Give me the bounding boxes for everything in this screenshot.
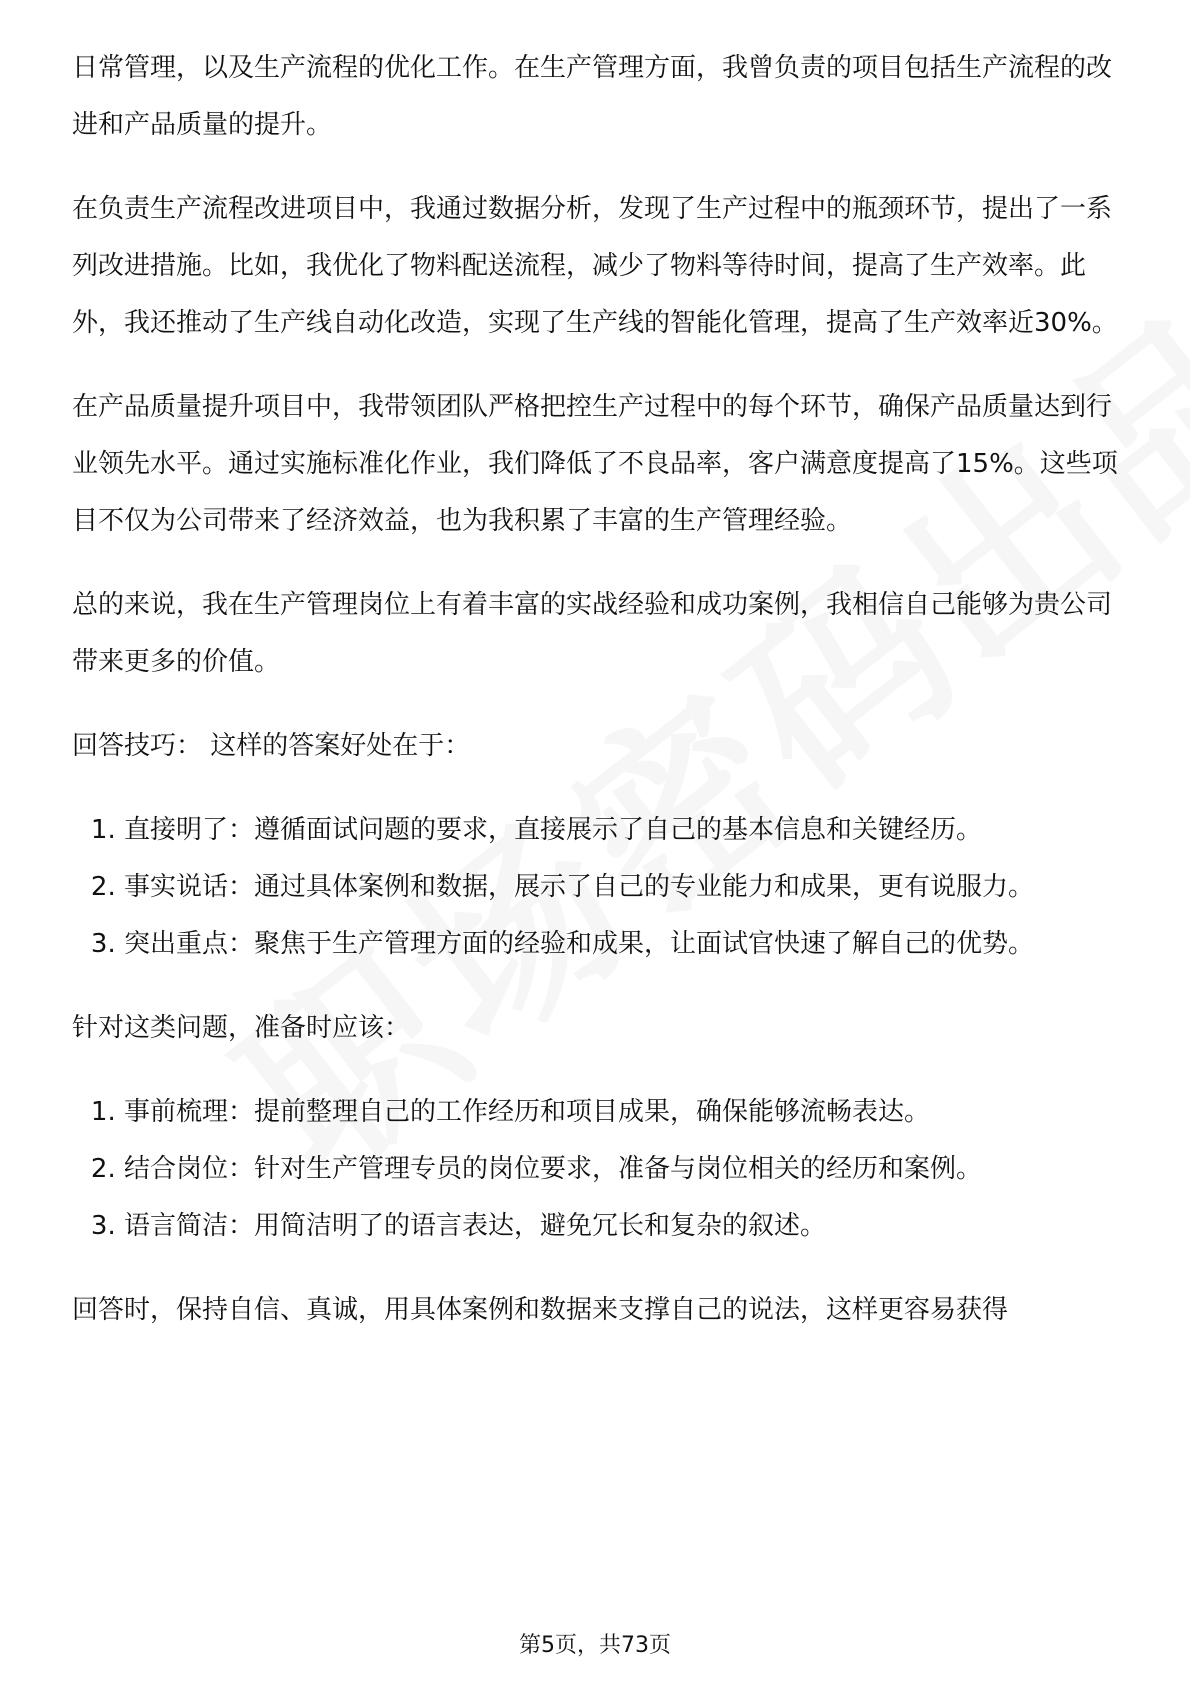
tips-intro: 回答技巧： 这样的答案好处在于： [72,731,471,761]
paragraph-quality-improvement: 在产品质量提升项目中，我带领团队严格把控生产过程中的每个环节，确保产品质量达到行业领先水平。通过实施标准化作业，我们降低了不良品率，客户满意度提高了15%。这些项目不仅为公司带来了经济效益，也为我积累了丰富的生产管理经验。 [72,392,1118,536]
document-body [72,40,1122,1366]
page-number: 第5页，共73页 [519,1633,671,1658]
list-item: 2. 事实说话：通过具体案例和数据，展示了自己的专业能力和成果，更有说服力。 [124,859,1122,916]
paragraph-process-improvement: 在负责生产流程改进项目中，我通过数据分析，发现了生产过程中的瓶颈环节，提出了一系列改进措施。比如，我优化了物料配送流程，减少了物料等待时间，提高了生产效率。此外，我还推动了生产线自动化改造，实现了生产线的智能化管理，提高了生产效率近30%。 [72,194,1118,338]
list-item: 1. 直接明了：遵循面试问题的要求，直接展示了自己的基本信息和关键经历。 [124,802,1122,859]
list-item: 3. 语言简洁：用简洁明了的语言表达，避免冗长和复杂的叙述。 [124,1198,1122,1255]
prep-intro: 针对这类问题，准备时应该： [72,1013,411,1043]
paragraph-intro-continued: 日常管理，以及生产流程的优化工作。在生产管理方面，我曾负责的项目包括生产流程的改进和产品质量的提升。 [72,53,1113,140]
prep-list [72,1084,1122,1255]
tips-list [72,802,1122,973]
list-item: 1. 事前梳理：提前整理自己的工作经历和项目成果，确保能够流畅表达。 [124,1084,1122,1141]
list-item: 2. 结合岗位：针对生产管理专员的岗位要求，准备与岗位相关的经历和案例。 [124,1141,1122,1198]
paragraph-summary: 总的来说，我在生产管理岗位上有着丰富的实战经验和成功案例，我相信自己能够为贵公司带来更多的价值。 [72,590,1113,677]
paragraph-closing: 回答时，保持自信、真诚，用具体案例和数据来支撑自己的说法，这样更容易获得 [72,1295,1009,1325]
list-item: 3. 突出重点：聚焦于生产管理方面的经验和成果，让面试官快速了解自己的优势。 [124,916,1122,973]
